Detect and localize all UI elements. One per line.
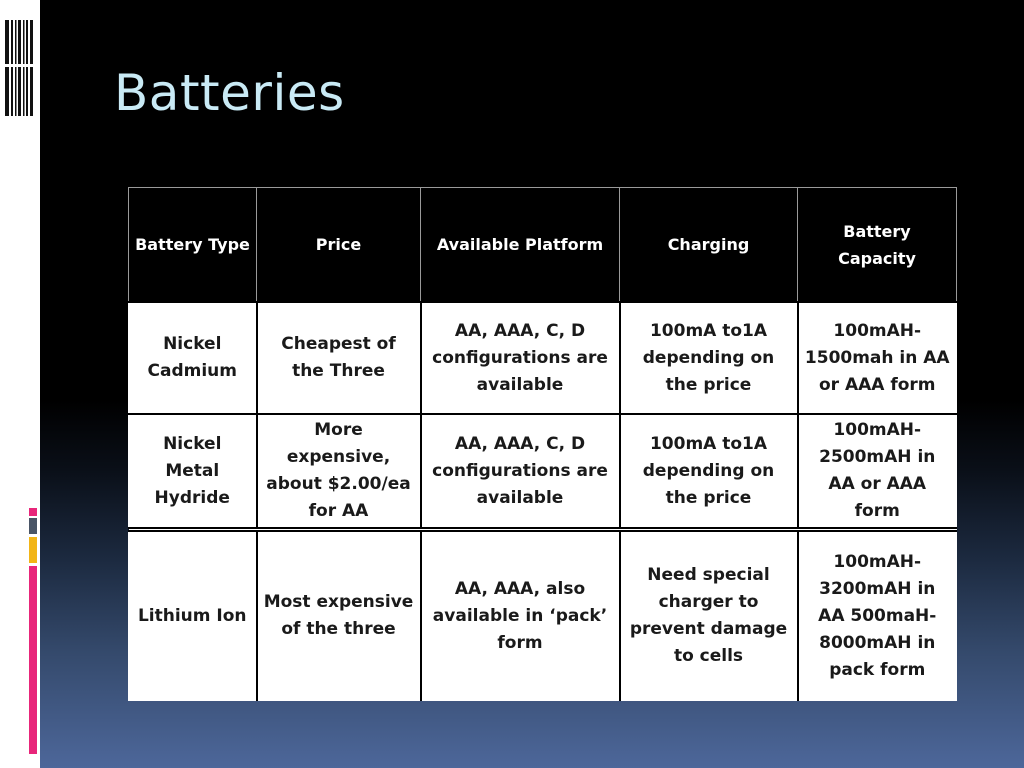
cell-charging: 100mA to1A depending on the price xyxy=(620,414,798,530)
cell-available-platform: AA, AAA, also available in ‘pack’ form xyxy=(421,530,620,701)
cell-available-platform: AA, AAA, C, D configurations are available xyxy=(421,414,620,530)
table-row xyxy=(129,414,957,530)
accent-bar-gray xyxy=(29,518,37,534)
cell-battery-capacity: 100mAH-1500mah in AA or AAA form xyxy=(798,302,957,414)
cell-price: Most expensive of the three xyxy=(257,530,421,701)
accent-bar-yellow xyxy=(29,537,37,563)
left-decorative-band xyxy=(0,0,40,768)
accent-bar-pink-small xyxy=(29,508,37,516)
header-price: Price xyxy=(257,188,421,303)
accent-bar-pink xyxy=(29,566,37,754)
cell-battery-type: Lithium Ion xyxy=(129,530,257,701)
cell-charging: Need special charger to prevent damage to cells xyxy=(620,530,798,701)
cell-price: More expensive, about $2.00/ea for AA xyxy=(257,414,421,530)
header-available-platform: Available Platform xyxy=(421,188,620,303)
cell-battery-capacity: 100mAH-3200mAH in AA 500maH-8000mAH in pack form xyxy=(798,530,957,701)
cell-charging: 100mA to1A depending on the price xyxy=(620,302,798,414)
table-header-row xyxy=(129,188,957,303)
header-battery-capacity: Battery Capacity xyxy=(798,188,957,303)
header-charging: Charging xyxy=(620,188,798,303)
table-row xyxy=(129,530,957,701)
cell-battery-capacity: 100mAH-2500mAH in AA or AAA form xyxy=(798,414,957,530)
decorative-lines-icon xyxy=(3,18,35,118)
header-battery-type: Battery Type xyxy=(129,188,257,303)
cell-battery-type: Nickel Cadmium xyxy=(129,302,257,414)
table-row xyxy=(129,302,957,414)
battery-comparison-table xyxy=(128,187,957,701)
cell-price: Cheapest of the Three xyxy=(257,302,421,414)
slide-title: Batteries xyxy=(114,64,345,122)
cell-battery-type: Nickel Metal Hydride xyxy=(129,414,257,530)
cell-available-platform: AA, AAA, C, D configurations are available xyxy=(421,302,620,414)
